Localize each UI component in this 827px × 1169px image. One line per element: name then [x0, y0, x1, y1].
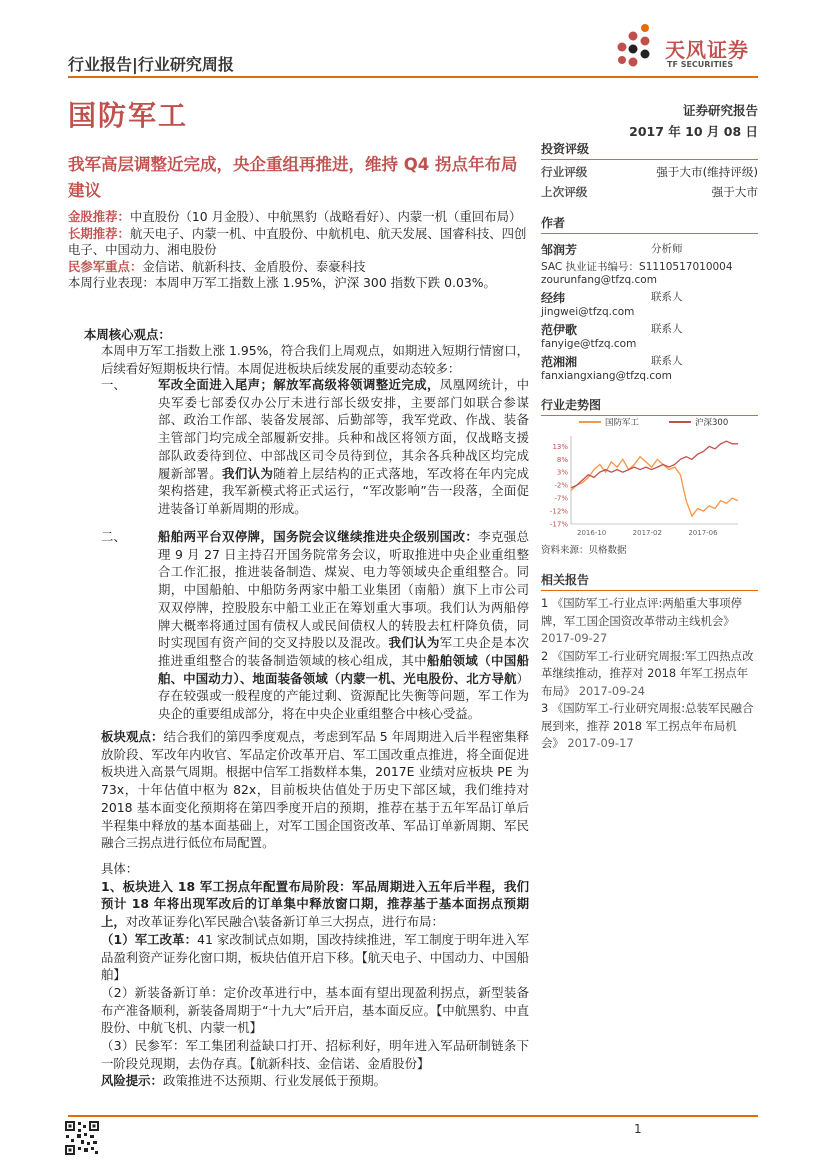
last-rating-value: 强于大市: [711, 185, 758, 199]
related-heading: 相关报告: [541, 571, 758, 591]
author-name: 经纬: [541, 291, 566, 305]
industry-rating-value: 强于大市(维持评级): [656, 165, 758, 179]
authors-box: [541, 214, 758, 382]
related-date: 2017-09-27: [541, 631, 608, 645]
related-item[interactable]: [541, 595, 758, 648]
long-picks-text: 航天电子、内蒙一机、中直股份、中航机电、航天发展、国睿科技、四创电子、中国动力、湘电股份: [68, 225, 527, 258]
sector-title: 国防军工: [68, 99, 189, 132]
y-tick-label: 8%: [556, 455, 568, 464]
detail-item-4: （3）民参军：军工集团利益缺口打开、招标利好，明年进入军品研制链条下一阶段兑现期，去伪存真。【航新科技、金信诺、金盾股份】: [101, 1038, 529, 1071]
civil-picks: [68, 259, 530, 276]
long-picks-label: 长期推荐：: [68, 225, 130, 241]
author-3: [541, 321, 758, 350]
point-2-text-b: 军工央企是本次推进重组整合的装备制造领域的核心组成，其中: [158, 635, 530, 668]
legend-label: 沪深300: [695, 418, 729, 428]
detail-item-2-label: （1）军工改革：: [101, 931, 198, 947]
author-1: [541, 241, 758, 286]
weekly-performance: 本周行业表现：本周申万军工指数上涨 1.95%，沪深 300 指数下跌 0.03%。: [68, 275, 496, 291]
company-logo-name: 天风证券: [665, 38, 749, 62]
gold-picks-label: 金股推荐：: [68, 209, 130, 224]
company-logo-sub: TF SECURITIES: [667, 60, 734, 69]
detail-item-1-headline: 1、板块进入 18 军工拐点年配置布局阶段：军品周期进入五年后半程，我们预计 18 年将出现军改后的订单集中释放窗口期，推荐基于基本面拐点预期上，: [101, 878, 529, 930]
sector-view-label: 板块观点：: [101, 729, 164, 744]
sector-view-text: 结合我们的第四季度观点，考虑到军品 5 年周期进入后半程密集释放阶段、军改年内收官、军品定价改革开启、军工国改重点推进，将全面促进板块进入高景气周期。根据中信军工指数样本集，2017E 业绩对应板块 PE 为 73x，十年估值中枢为 82x，目前板块估值处于历史下部区域，我们维持对 2018 基本面变化预期将在第四季度开启的预期，推荐在基于五年军品订单后半程集中释放的基本面基础上，对军工国企国资改革、军品订单新周期、军民融合三拐点进行低位布局配置。: [101, 729, 530, 851]
author-email[interactable]: jingwei@tfzq.com: [541, 306, 635, 318]
author-email[interactable]: zourunfang@tfzq.com: [541, 274, 657, 286]
author-2: [541, 289, 758, 318]
point-1-text-b: 随着上层结构的正式落地，军改将在年内完成架构搭建，我军新模式将正式运行，“军改影响”告一段落，全面促进装备订单新周期的形成。: [158, 465, 530, 516]
detail-item-2: [101, 931, 529, 984]
detail-item-1: [101, 878, 529, 931]
point-2-headline: 船舶两平台双停牌，国务院会议继续推进央企级别国改：: [158, 529, 479, 544]
point-2-view-label: 我们认为: [388, 635, 440, 651]
author-role: 分析师: [651, 243, 683, 255]
trend-box: [541, 396, 758, 416]
point-2-number: 二、: [101, 529, 126, 544]
page-number: 1: [634, 1122, 642, 1136]
author-email[interactable]: fanyige@tfzq.com: [541, 338, 637, 350]
point-2-text-a: 李克强总理 9 月 27 日主持召开国务院常务会议，听取推进中央企业重组整合工作汇报，推进装备制造、煤炭、电力等领域央企重组整合。同期，中国船舶、中船防务两家中船工业集团（南船）旗下上市公司双双停牌，控股股东中船工业正在筹划重大事项。我们认为两船停牌大概率将通过国有债权人或民间债权人的转股去杠杆降负债，同时实现国有资产间的交叉持股以及混改。: [158, 529, 530, 651]
y-tick-label: -17%: [549, 520, 568, 529]
y-tick-label: 3%: [556, 468, 568, 477]
related-date: 2017-09-24: [578, 683, 646, 698]
report-date: 2017 年 10 月 08 日: [629, 124, 758, 139]
related-title: 《国防军工-行业研究周报:军工四热点改革继续推动，推荐对 2018 年军工拐点年布局》: [541, 648, 754, 698]
risk-text: 政策推进不达预期、行业发展低于预期。: [162, 1073, 386, 1089]
legend-label: 国防军工: [605, 418, 640, 428]
gold-picks-text: 中直股份（10 月金股）、中航黑豹（战略看好）、内蒙一机（重回布局）: [129, 209, 522, 224]
x-tick-label: 2017-02: [632, 529, 662, 537]
last-rating-row: [541, 184, 758, 200]
trend-chart-svg: [541, 414, 758, 538]
author-role: 联系人: [651, 323, 683, 335]
industry-rating-row: [541, 164, 758, 180]
point-1-headline: 军改全面进入尾声；解放军高级将领调整近完成，: [158, 377, 440, 392]
report-title: 我军高层调整近完成，央企重组再推进，维持 Q4 拐点年布局建议: [68, 155, 518, 200]
footer-divider: [68, 1115, 758, 1117]
author-cert: SAC 执业证书编号：S1110517010004: [541, 261, 733, 273]
y-tick-label: -12%: [549, 507, 568, 516]
related-num: 3: [541, 701, 549, 715]
summary-block: [68, 209, 530, 292]
report-type: 证券研究报告: [682, 103, 758, 118]
point-1-number: 一、: [101, 377, 126, 392]
detail-item-3: （2）新装备新订单：定价改革进行中，基本面有望出现盈利拐点，新型装备布产准备顺利，新装备周期于“十九大”后开启，基本面反应。【中航黑豹、中直股份、中航飞机、内蒙一机】: [101, 984, 529, 1036]
report-category: 行业报告|行业研究周报: [68, 55, 234, 74]
trend-heading: 行业走势图: [541, 396, 758, 416]
related-item[interactable]: [541, 648, 758, 701]
related-date: 2017-09-17: [567, 736, 634, 750]
detail-section: [101, 860, 529, 1090]
detail-heading: 具体：: [101, 861, 139, 876]
company-logo-icon: [612, 22, 662, 72]
rating-heading: 投资评级: [541, 140, 758, 160]
related-item[interactable]: [541, 700, 758, 753]
sector-view: [101, 728, 529, 852]
related-title: 《国防军工-行业点评:两船重大事项停牌，军工国企国资改革带动主线机会》: [541, 596, 743, 628]
author-email[interactable]: fanxiangxiang@tfzq.com: [541, 370, 672, 382]
y-tick-label: -2%: [554, 481, 568, 490]
related-num: 2: [541, 648, 549, 663]
last-rating-label: 上次评级: [541, 185, 588, 199]
risk-label: 风险提示：: [101, 1073, 163, 1089]
civil-picks-text: 金信诺、航新科技、金盾股份、泰豪科技: [142, 258, 366, 274]
long-picks: [68, 226, 530, 259]
series-line: [571, 441, 738, 488]
point-2-body: [158, 528, 529, 723]
detail-item-2-text: 41 家改制试点如期，国改持续推进，军工制度于明年进入军品盈利资产证券化窗口期，板块估值开启下移。【航天电子、中国动力、中国船舶】: [101, 931, 529, 983]
x-tick-label: 2017-06: [688, 529, 718, 537]
point-1-view-label: 我们认为: [222, 465, 274, 481]
qr-code-icon: [64, 1120, 100, 1156]
author-name: 范湘湘: [541, 355, 578, 369]
detail-item-1-text: 对改革证券化\军民融合\装备新订单三大拐点，进行布局：: [125, 914, 444, 930]
authors-heading: 作者: [541, 214, 758, 234]
trend-chart: [541, 414, 758, 538]
civil-picks-label: 民参军重点：: [68, 258, 143, 274]
author-name: 范伊歌: [541, 323, 578, 337]
core-heading: 本周核心观点：: [84, 327, 171, 342]
x-tick-label: 2016-10: [577, 529, 607, 537]
author-4: [541, 353, 758, 382]
author-role: 联系人: [651, 355, 683, 367]
point-2-text-c: ）存在较强或一般程度的产能过剩、资源配比失衡等问题，军工作为央企的重要组成部分，将在中央企业重组整合中核心受益。: [158, 670, 529, 722]
point-2-sectors: 船舶领域（中国船舶、中国动力）、地面装备领域（内蒙一机、光电股份、北方导航: [158, 652, 530, 686]
series-line: [571, 457, 738, 517]
risk-warning: [101, 1072, 529, 1090]
author-name: 邹润芳: [541, 243, 578, 257]
point-1-text-a: 凤凰网统计，中央军委七部委仅办公厅未进行部长级安排，主要部门如联合参谋部、政治工作部、装备发展部、后勤部等，我军党政、作战、装备主管部门均完成全部履新安排。兵种和战区将领方面，仅战略支援部队政委待到位、中部战区司令员待到位，其余各兵种战区均完成履新部署。: [158, 377, 530, 481]
chart-source: 资料来源：贝格数据: [541, 545, 627, 556]
rating-box: [541, 140, 758, 200]
related-box: [541, 571, 758, 753]
author-role: 联系人: [651, 291, 683, 303]
related-title: 《国防军工-行业研究周报:总装军民融合展到来，推荐 2018 军工拐点年布局机会》: [541, 701, 754, 750]
related-num: 1: [541, 596, 549, 610]
gold-picks: [68, 209, 530, 226]
industry-rating-label: 行业评级: [541, 165, 588, 179]
point-1-body: [158, 376, 529, 518]
core-intro: 本周申万军工指数上涨 1.95%，符合我们上周观点，如期进入短期行情窗口，后续看好短期板块行情。本周促进板块后续发展的重要动态较多：: [101, 343, 529, 376]
y-tick-label: 13%: [552, 442, 568, 451]
header-divider: [68, 76, 758, 78]
y-tick-label: -7%: [554, 494, 568, 503]
